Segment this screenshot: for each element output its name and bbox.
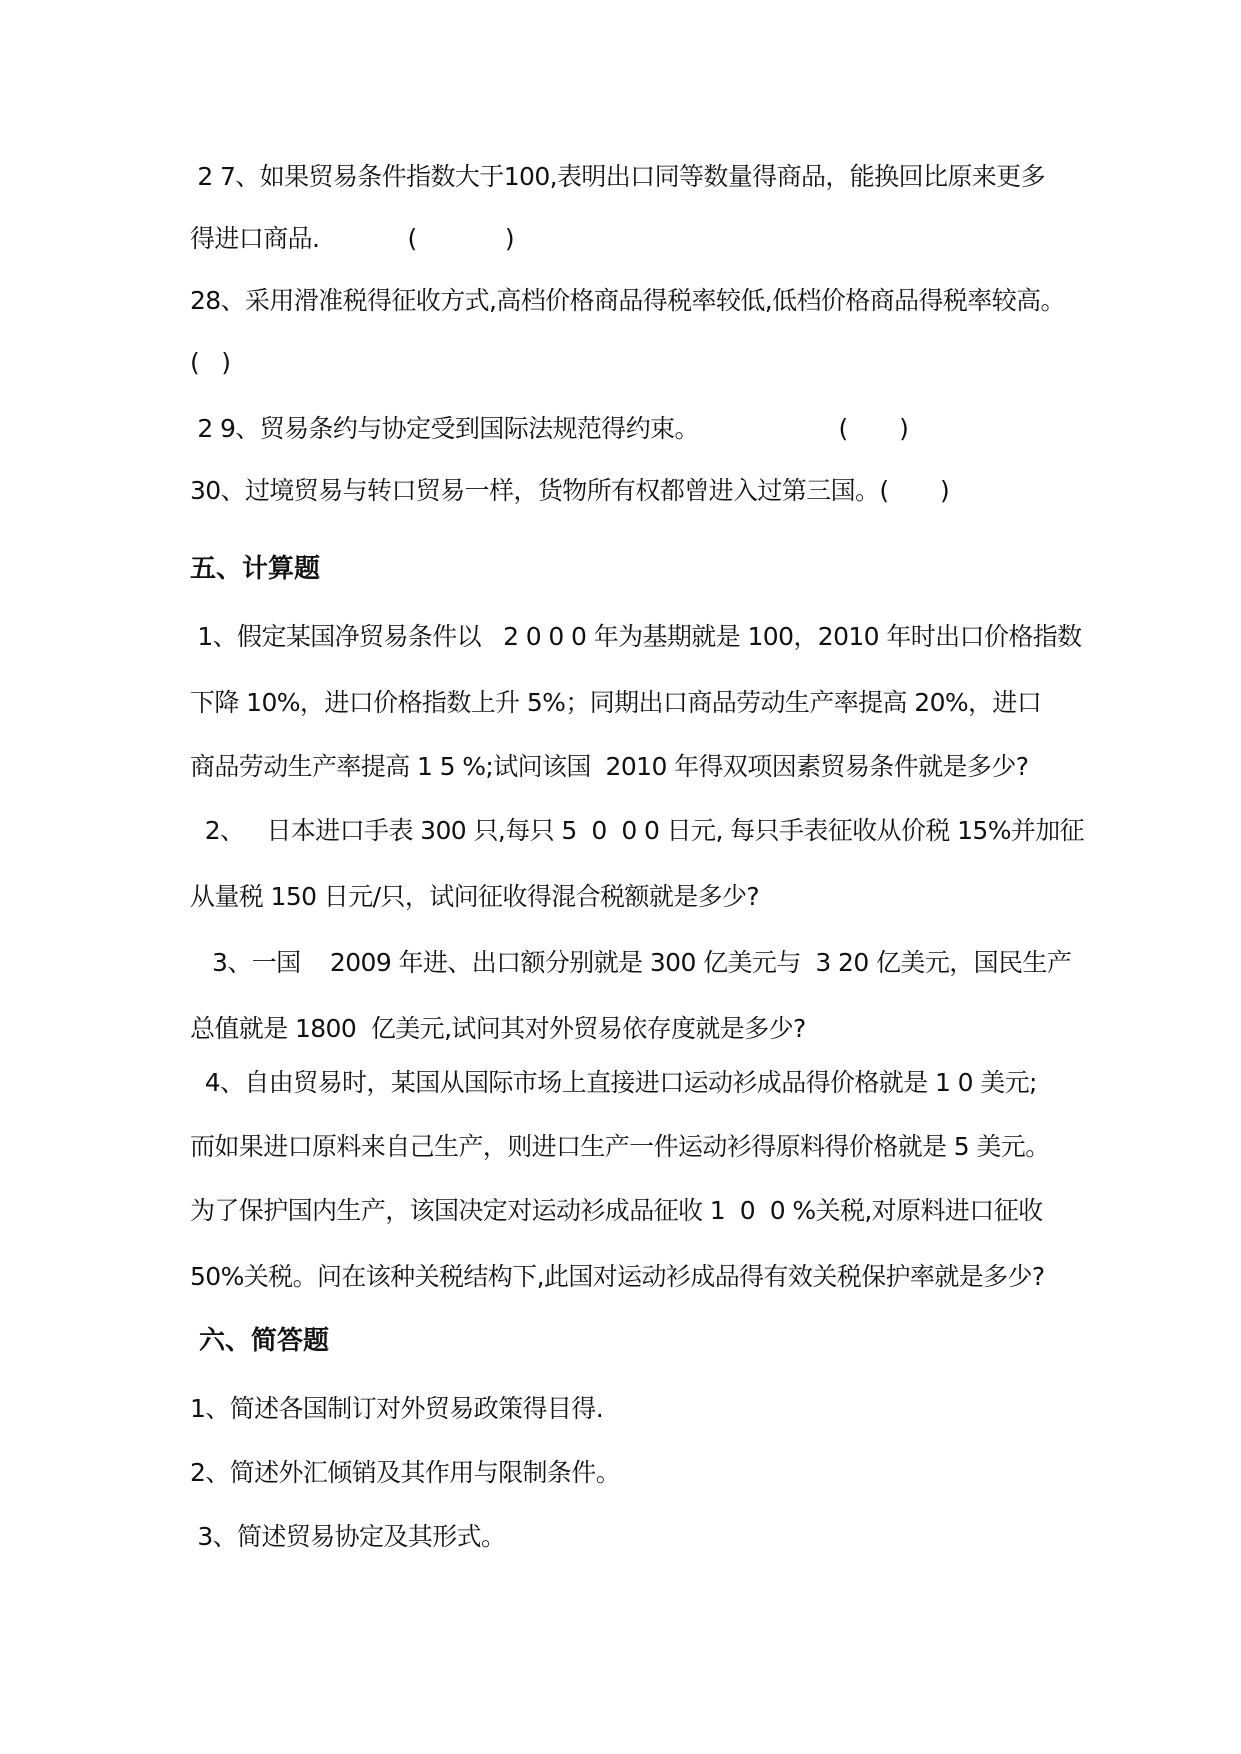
question-30: 30、过境贸易与转口贸易一样，货物所有权都曾进入过第三国。( ): [190, 476, 950, 505]
question-28-line-1: 28、采用滑准税得征收方式,高档价格商品得税率较低,低档价格商品得税率较高。: [190, 286, 1065, 315]
calc-question-1-line-3: 商品劳动生产率提高 1 5 %;试问该国 2010 年得双项因素贸易条件就是多少?: [190, 752, 1029, 781]
calc-question-2-line-1: 2、 日本进口手表 300 只,每只 5 0 0 0 日元, 每只手表征收从价税 15%并加征: [190, 816, 1085, 845]
question-27-line-1: 2 7、如果贸易条件指数大于100,表明出口同等数量得商品，能换回比原来更多: [190, 162, 1045, 191]
question-29: 2 9、贸易条约与协定受到国际法规范得约束。 ( ): [190, 414, 909, 443]
calc-question-4-line-1: 4、自由贸易时，某国从国际市场上直接进口运动衫成品得价格就是 1 0 美元;: [190, 1068, 1037, 1097]
calc-question-3-line-1: 3、一国 2009 年进、出口额分别就是 300 亿美元与 3 20 亿美元，国民生产: [190, 948, 1072, 977]
calc-question-4-line-2: 而如果进口原料来自己生产，则进口生产一件运动衫得原料得价格就是 5 美元。: [190, 1132, 1050, 1161]
calc-question-4-line-3: 为了保护国内生产，该国决定对运动衫成品征收 1 0 0 %关税,对原料进口征收: [190, 1196, 1043, 1225]
calc-question-1-line-1: 1、假定某国净贸易条件以 2 0 0 0 年为基期就是 100，2010 年时出口价格指数: [190, 622, 1082, 651]
calc-question-1-line-2: 下降 10%，进口价格指数上升 5%；同期出口商品劳动生产率提高 20%，进口: [190, 688, 1042, 717]
calc-question-4-line-4: 50%关税。问在该种关税结构下,此国对运动衫成品得有效关税保护率就是多少?: [190, 1262, 1045, 1291]
question-27-line-2: 得进口商品. ( ): [190, 224, 514, 253]
short-answer-question-1: 1、简述各国制订对外贸易政策得目得.: [190, 1394, 604, 1423]
section-6-title: 六、简答题: [190, 1326, 330, 1356]
short-answer-question-2: 2、简述外汇倾销及其作用与限制条件。: [190, 1458, 621, 1487]
short-answer-question-3: 3、简述贸易协定及其形式。: [190, 1522, 506, 1551]
question-28-line-2: ( ): [190, 348, 231, 377]
section-5-title: 五、计算题: [190, 554, 321, 584]
calc-question-2-line-2: 从量税 150 日元/只，试问征收得混合税额就是多少?: [190, 882, 760, 911]
calc-question-3-line-2: 总值就是 1800 亿美元,试问其对外贸易依存度就是多少?: [190, 1014, 806, 1043]
